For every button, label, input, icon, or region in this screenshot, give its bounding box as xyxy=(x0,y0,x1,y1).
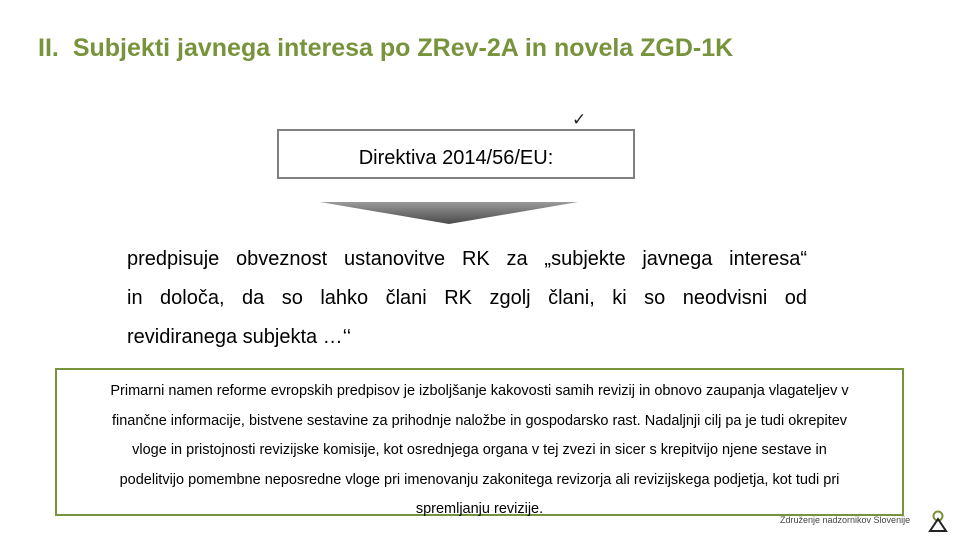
note-line-1: Primarni namen reforme evropskih predpisov je izboljšanje kakovosti samih revizij in obnovo zaupanja vlagateljev v xyxy=(110,383,849,399)
note-line-5: spremljanju revizije. xyxy=(415,501,544,517)
slide-title xyxy=(38,34,733,63)
title-number: II. xyxy=(38,34,59,62)
association-logo-icon xyxy=(928,510,948,532)
body-text xyxy=(127,240,807,357)
directive-box xyxy=(277,129,635,179)
footer-organization: Združenje nadzornikov Slovenije xyxy=(780,515,911,525)
body-line-1: predpisuje obveznost ustanovitve RK za „subjekte javnega interesa“ xyxy=(127,248,807,270)
check-icon: ✓ xyxy=(572,110,587,129)
note-line-3: vloge in pristojnosti revizijske komisije, kot osrednjega organa v tej zvezi in sicer s krepitvijo njene sestave in xyxy=(132,442,827,458)
title-text: Subjekti javnega interesa po ZRev-2A in novela ZGD-1K xyxy=(72,34,734,62)
note-box xyxy=(55,368,904,516)
down-arrow-icon xyxy=(320,202,578,224)
body-line-2: in določa, da so lahko člani RK zgolj člani, ki so neodvisni od xyxy=(127,287,807,309)
directive-label: Direktiva 2014/56/EU: xyxy=(358,147,554,169)
note-line-4: podelitvijo pomembne neposredne vloge pri imenovanju zakonitega revizorja ali revizijskega podjetja, kot tudi pri xyxy=(119,471,840,488)
body-line-3: revidiranega subjekta …‘‘ xyxy=(127,326,352,348)
note-line-2: finančne informacije, bistvene sestavine za prihodnje naložbe in gospodarsko rast. Nadaljnji cilj pa je tudi okrepitev xyxy=(111,412,848,429)
